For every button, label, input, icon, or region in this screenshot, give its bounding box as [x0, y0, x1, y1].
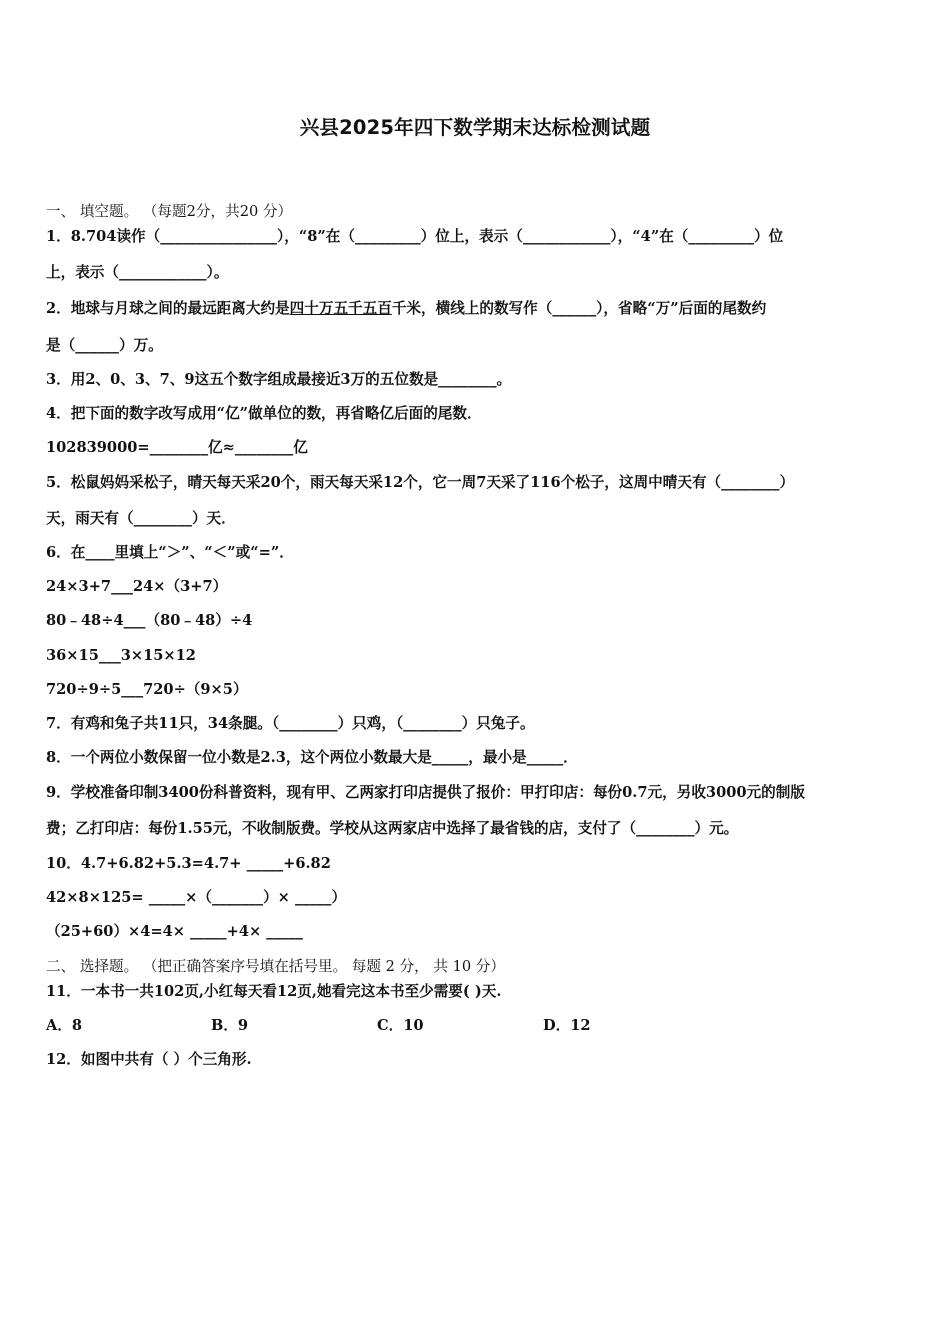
question-5-line-2: 天，雨天有（________）天． — [46, 510, 236, 527]
question-1-line-1: 1．8.704读作（________________），“8”在（_________）位上，表示（____________），“4”在（_________）位 — [46, 228, 784, 245]
question-2-line-2: 是（______）万。 — [46, 337, 163, 354]
question-2-underlined-number: 四十万五千五百 — [289, 300, 392, 317]
section-heading-fill-in: 一、 填空题。 （每题2分，共20 分） — [46, 203, 293, 220]
question-11-option-b[interactable]: B．9 — [211, 1017, 249, 1034]
section-heading-choice: 二、 选择题。 （把正确答案序号填在括号里。 每题 2 分， 共 10 分） — [46, 958, 506, 975]
question-11-option-a[interactable]: A．8 — [46, 1017, 83, 1034]
question-5-line-1: 5．松鼠妈妈采松子，晴天每天采20个，雨天每天采12个，它一周7天采了116个松子，这周中晴天有（________） — [46, 474, 795, 491]
question-9-line-1: 9．学校准备印制3400份科普资料，现有甲、乙两家打印店提供了报价：甲打印店：每份0.7元，另收3000元的制版 — [46, 784, 805, 801]
question-10-line-2: 42×8×125= _____×（_______）× _____） — [46, 889, 347, 906]
question-2-line-1 — [46, 299, 904, 319]
question-3: 3．用2、0、3、7、9这五个数字组成最接近3万的五位数是________。 — [46, 371, 512, 388]
question-6-item-4: 720÷9÷5___720÷（9×5） — [46, 681, 248, 698]
question-11-option-d[interactable]: D．12 — [543, 1017, 591, 1034]
question-10-line-3: （25+60）×4=4× _____+4× _____ — [46, 923, 303, 940]
question-6-item-1: 24×3+7___24×（3+7） — [46, 578, 228, 595]
question-8: 8．一个两位小数保留一位小数是2.3，这个两位小数最大是_____，最小是_____． — [46, 749, 578, 766]
question-2-text-start: 2．地球与月球之间的最远距离大约是 — [46, 300, 290, 317]
question-7: 7．有鸡和兔子共11只，34条腿。（________）只鸡，（________）只兔子。 — [46, 715, 535, 732]
page-title: 兴县2025年四下数学期末达标检测试题 — [299, 116, 651, 139]
question-11: 11．一本书一共102页,小红每天看12页,她看完这本书至少需要( )天. — [46, 983, 502, 1000]
question-6-item-3: 36×15___3×15×12 — [46, 647, 196, 664]
question-4-line-2: 102839000=________亿≈________亿 — [46, 439, 308, 456]
question-4-line-1: 4．把下面的数字改写成用“亿”做单位的数，再省略亿后面的尾数． — [46, 405, 482, 422]
question-10-line-1: 10．4.7+6.82+5.3=4.7+ _____+6.82 — [46, 855, 331, 872]
question-6: 6．在____里填上“＞”、“＜”或“=”． — [46, 544, 294, 561]
question-1-line-2: 上，表示（____________）。 — [46, 264, 229, 281]
question-2-text-end: 千米，横线上的数写作（______），省略“万”后面的尾数约 — [391, 300, 767, 317]
question-11-option-c[interactable]: C．10 — [377, 1017, 424, 1034]
question-9-line-2: 费；乙打印店：每份1.55元，不收制版费。学校从这两家店中选择了最省钱的店，支付了（________）元。 — [46, 820, 739, 837]
question-12: 12．如图中共有（ ）个三角形. — [46, 1051, 252, 1068]
question-6-item-2: 80﹣48÷4___（80﹣48）÷4 — [46, 612, 253, 629]
